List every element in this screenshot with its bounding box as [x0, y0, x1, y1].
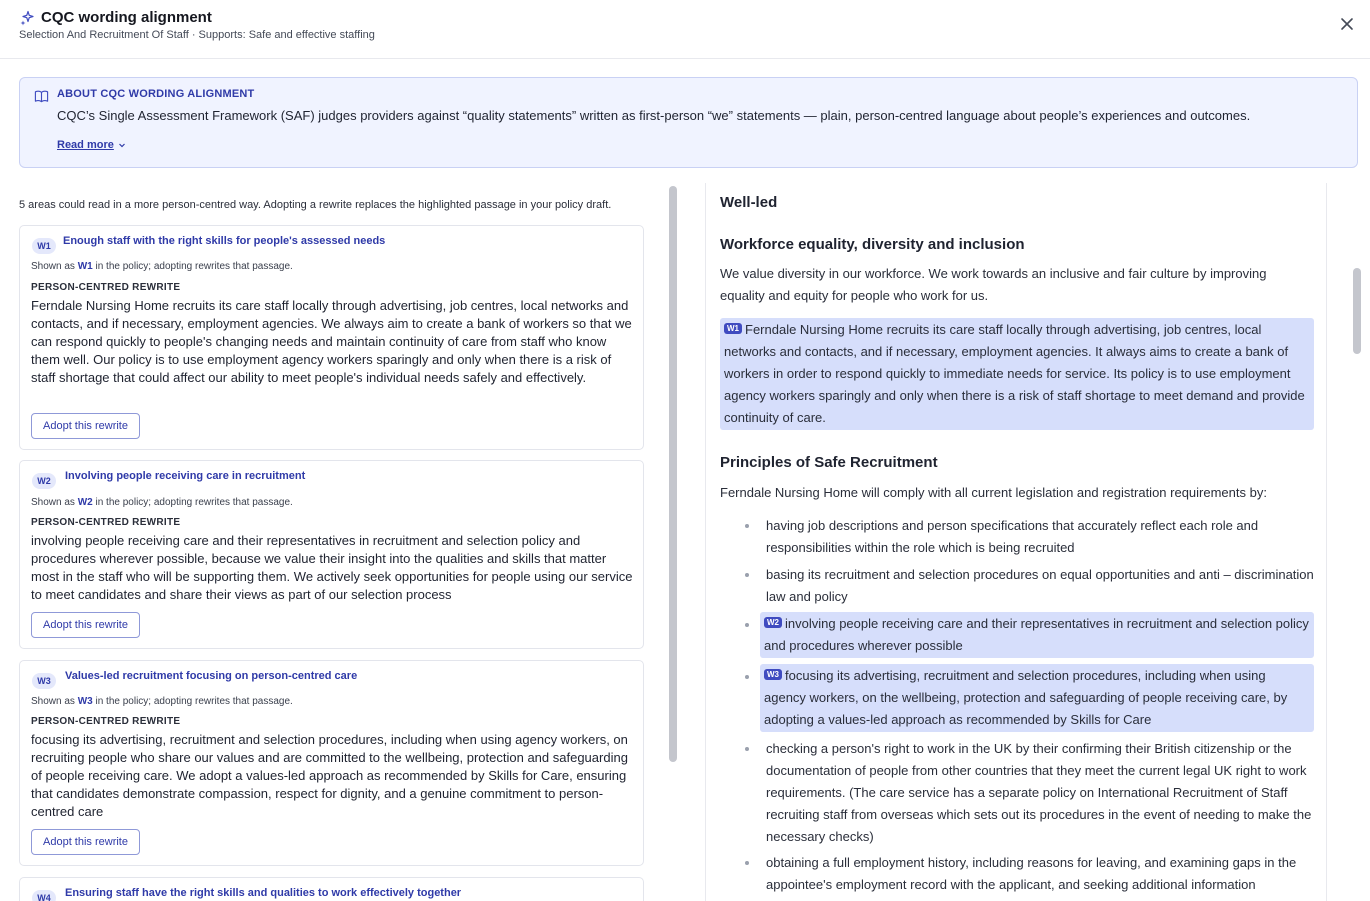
bullet-dot	[745, 747, 749, 751]
policy-list-item: checking a person's right to work in the UK by their confirming their British citizenship or the documentation of people from other countries that they meet the current legal UK right to work requirements. (The care service has a separate policy on International Recruitment of Staff recruiting staff from overseas which sets out its procedures in the event of needing to make the necessary checks)	[766, 741, 1312, 844]
policy-list-item: obtaining a full employment history, including reasons for leaving, and examining gaps in the appointee's employment record with the applicant, and seeking additional information	[766, 855, 1297, 892]
suggestion-card	[19, 225, 644, 450]
highlighted-passage-w1[interactable]	[720, 318, 1314, 430]
highlighted-passage-w2[interactable]	[760, 612, 1314, 658]
read-more-link[interactable]	[57, 139, 126, 151]
book-open-icon	[34, 89, 49, 104]
bullet-dot	[745, 524, 749, 528]
document-scrollbar[interactable]	[1353, 268, 1361, 354]
suggestions-intro: 5 areas could read in a more person-centred way. Adopting a rewrite replaces the highlighted passage in your policy draft.	[19, 199, 612, 211]
dialog-subtitle: Selection And Recruitment Of Staff · Supports: Safe and effective staffing	[19, 29, 375, 41]
shown-id: W3	[77, 696, 93, 707]
passage-text: focusing its advertising, recruitment and selection procedures, including when using agency workers, on the wellbeing, protection and safeguarding of people receiving care, by adopting a values-led approach as recommended by Skills for Care	[764, 668, 1288, 727]
shown-suffix: in the policy; adopting rewrites that passage.	[95, 261, 293, 272]
dialog-header	[0, 0, 1370, 59]
suggestion-title: Enough staff with the right skills for people's assessed needs	[63, 235, 386, 247]
chevron-down-icon	[118, 141, 126, 149]
bullet-dot	[745, 573, 749, 577]
section-heading: Principles of Safe Recruitment	[720, 454, 938, 471]
suggestion-card	[19, 460, 644, 649]
policy-document	[705, 183, 1327, 901]
rewrite-text: Ferndale Nursing Home recruits its care staff locally through advertising, job centres, local networks and contacts, and if necessary, employment agencies. We always aim to create a bank of workers so that we can respond quickly to people's changing needs and maintain continuity of care from staff who know them well. Our policy is to use employment agency workers sparingly and only when there is a risk of staff shortage that could affect our ability to meet people's individual needs safely and effectively.	[31, 298, 632, 385]
passage-tag: W2	[764, 617, 782, 628]
shown-as-note	[31, 261, 293, 272]
bullet-dot	[745, 623, 749, 627]
policy-paragraph: Ferndale Nursing Home will comply with all current legislation and registration requirements by:	[720, 485, 1267, 500]
rewrite-label: PERSON-CENTRED REWRITE	[31, 282, 181, 293]
shown-id: W2	[77, 497, 93, 508]
adopt-rewrite-button[interactable]: Adopt this rewrite	[31, 413, 140, 439]
shown-suffix: in the policy; adopting rewrites that passage.	[95, 497, 293, 508]
shown-prefix: Shown as	[31, 696, 75, 707]
shown-suffix: in the policy; adopting rewrites that passage.	[95, 696, 293, 707]
adopt-rewrite-button[interactable]: Adopt this rewrite	[31, 829, 140, 855]
suggestion-badge: W2	[32, 473, 56, 489]
highlighted-passage-w3[interactable]	[760, 664, 1314, 732]
read-more-label: Read more	[57, 139, 114, 151]
suggestion-badge: W4	[32, 890, 56, 901]
about-panel	[19, 77, 1358, 168]
suggestion-badge: W3	[32, 673, 56, 689]
suggestion-card	[19, 660, 644, 866]
shown-as-note	[31, 497, 293, 508]
bullet-dot	[745, 861, 749, 865]
section-heading: Well-led	[720, 194, 778, 211]
policy-paragraph: We value diversity in our workforce. We work towards an inclusive and fair culture by improving equality and equity for people who work for us.	[720, 266, 1267, 303]
close-icon[interactable]	[1339, 16, 1355, 32]
about-text: CQC’s Single Assessment Framework (SAF) judges providers against “quality statements” written as first-person “we” statements — plain, person-centred language about people’s experiences and outcomes.	[57, 108, 1251, 123]
policy-list-item: basing its recruitment and selection procedures on equal opportunities and anti – discrimination law and policy	[766, 567, 1314, 604]
passage-text: involving people receiving care and their representatives in recruitment and selection policy and procedures wherever possible	[764, 616, 1309, 653]
shown-prefix: Shown as	[31, 261, 75, 272]
suggestion-title: Values-led recruitment focusing on person-centred care	[65, 670, 358, 682]
rewrite-label: PERSON-CENTRED REWRITE	[31, 517, 181, 528]
passage-tag: W1	[724, 323, 742, 334]
rewrite-label: PERSON-CENTRED REWRITE	[31, 716, 181, 727]
suggestions-scrollbar[interactable]	[669, 186, 677, 762]
policy-list-item: having job descriptions and person specifications that accurately reflect each role and responsibilities within the role which is being recruited	[766, 518, 1259, 555]
rewrite-text: involving people receiving care and their representatives in recruitment and selection policy and procedures wherever possible, because we value their insight into the qualities and skills that matter most in the staff who will be supporting them. We actively seek opportunities for people using our service to meet candidates and share their views as part of our selection process	[31, 533, 633, 602]
sparkle-icon	[19, 10, 35, 26]
dialog-title: CQC wording alignment	[41, 9, 212, 26]
suggestion-card	[19, 877, 644, 901]
section-heading: Workforce equality, diversity and inclusion	[720, 236, 1025, 253]
passage-tag: W3	[764, 669, 782, 680]
suggestion-title: Ensuring staff have the right skills and qualities to work effectively together	[65, 887, 462, 899]
adopt-rewrite-button[interactable]: Adopt this rewrite	[31, 612, 140, 638]
suggestion-badge: W1	[32, 238, 56, 254]
shown-id: W1	[77, 261, 93, 272]
passage-text: Ferndale Nursing Home recruits its care staff locally through advertising, job centres, local networks and contacts, and if necessary, employment agencies. It always aims to create a bank of workers in order to respond quickly to immediate needs for service. Its policy is to use employment agency workers sparingly and only when there is a risk of staff shortage to meet demand and provide continuity of care.	[724, 322, 1305, 425]
suggestion-title: Involving people receiving care in recruitment	[65, 470, 306, 482]
shown-as-note	[31, 696, 293, 707]
shown-prefix: Shown as	[31, 497, 75, 508]
rewrite-text: focusing its advertising, recruitment and selection procedures, including when using agency workers, on recruiting people who share our values and are committed to the wellbeing, protection and safeguarding of people receiving care. We adopt a values-led approach as recommended by Skills for Care, ensuring that candidates demonstrate compassion, respect for dignity, and a genuine commitment to person-centred care	[31, 732, 628, 819]
about-heading: ABOUT CQC WORDING ALIGNMENT	[57, 88, 255, 100]
bullet-dot	[745, 675, 749, 679]
suggestions-panel	[0, 183, 666, 901]
